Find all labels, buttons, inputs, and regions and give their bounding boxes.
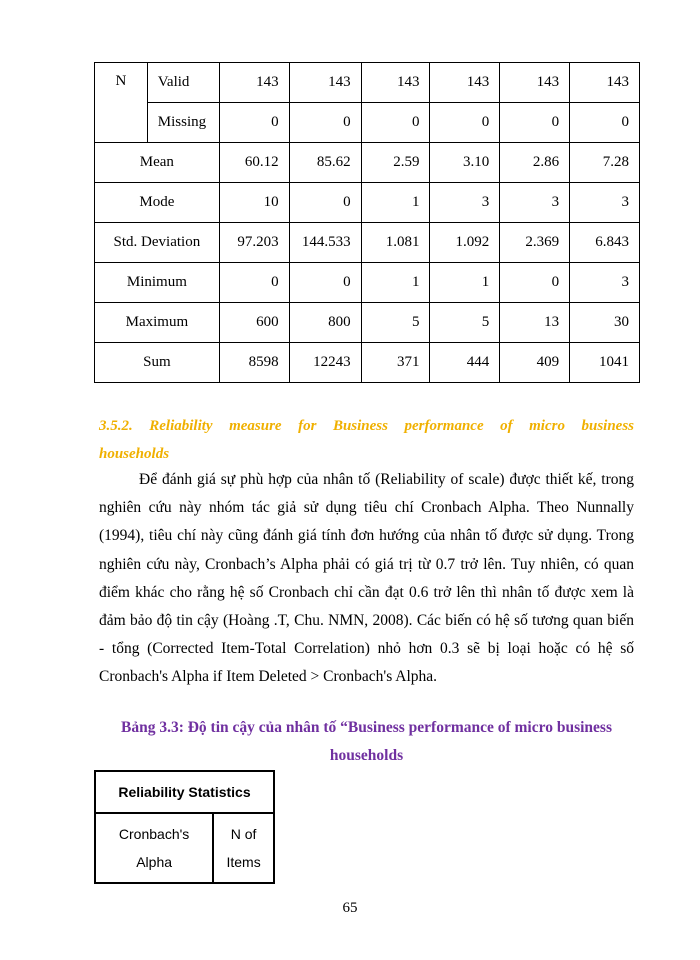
value-cell: 143 [430, 63, 500, 103]
value-cell: 1 [361, 183, 430, 223]
value-cell: 143 [570, 63, 640, 103]
value-cell: 1 [361, 263, 430, 303]
value-cell: 800 [289, 303, 361, 343]
cronbach-alpha-header-line1: Cronbach's [118, 826, 190, 842]
value-cell: 3 [570, 183, 640, 223]
table-row [95, 63, 640, 103]
n-label-cell: N [95, 63, 148, 143]
cronbach-alpha-header-line2: Alpha [136, 854, 173, 870]
descriptive-statistics-table [94, 62, 640, 383]
table-row [95, 223, 640, 263]
value-cell: 5 [361, 303, 430, 343]
row-label-cell: Minimum [95, 263, 220, 303]
value-cell: 1 [430, 263, 500, 303]
table-row [95, 143, 640, 183]
value-cell: 409 [500, 343, 570, 383]
value-cell: 0 [219, 263, 289, 303]
table-row [95, 183, 640, 223]
table-caption-line1: Bảng 3.3: Độ tin cậy của nhân tố “Business performance of micro business [120, 719, 612, 736]
table-caption [99, 714, 634, 770]
value-cell: 0 [430, 103, 500, 143]
row-label-cell: Valid [147, 63, 219, 103]
value-cell: 143 [361, 63, 430, 103]
n-of-items-header-line1: N of [230, 826, 257, 842]
value-cell: 0 [289, 263, 361, 303]
value-cell: 97.203 [219, 223, 289, 263]
value-cell: 0 [500, 263, 570, 303]
row-label-cell: Sum [95, 343, 220, 383]
value-cell: 0 [219, 103, 289, 143]
value-cell: 85.62 [289, 143, 361, 183]
value-cell: 0 [570, 103, 640, 143]
value-cell: 6.843 [570, 223, 640, 263]
reliability-statistics-table [94, 770, 275, 884]
table-row [95, 263, 640, 303]
value-cell: 3.10 [430, 143, 500, 183]
value-cell: 600 [219, 303, 289, 343]
value-cell: 60.12 [219, 143, 289, 183]
row-label-cell: Mean [95, 143, 220, 183]
row-label-cell: Std. Deviation [95, 223, 220, 263]
value-cell: 1.081 [361, 223, 430, 263]
value-cell: 0 [289, 183, 361, 223]
n-of-items-header [213, 813, 274, 883]
row-label-cell: Mode [95, 183, 220, 223]
value-cell: 1.092 [430, 223, 500, 263]
value-cell: 3 [430, 183, 500, 223]
value-cell: 143 [219, 63, 289, 103]
table-row [95, 103, 640, 143]
section-heading [99, 412, 634, 468]
value-cell: 7.28 [570, 143, 640, 183]
row-label-cell: Missing [147, 103, 219, 143]
value-cell: 2.59 [361, 143, 430, 183]
reliability-table-title: Reliability Statistics [95, 771, 274, 813]
value-cell: 3 [570, 263, 640, 303]
value-cell: 143 [289, 63, 361, 103]
value-cell: 1041 [570, 343, 640, 383]
value-cell: 2.369 [500, 223, 570, 263]
section-heading-line1: 3.5.2. Reliability measure for Business performance of micro business [99, 418, 634, 434]
value-cell: 8598 [219, 343, 289, 383]
value-cell: 144.533 [289, 223, 361, 263]
value-cell: 3 [500, 183, 570, 223]
value-cell: 10 [219, 183, 289, 223]
value-cell: 0 [500, 103, 570, 143]
body-paragraph [99, 466, 634, 692]
page-number: 65 [342, 900, 358, 916]
value-cell: 12243 [289, 343, 361, 383]
value-cell: 5 [430, 303, 500, 343]
value-cell: 371 [361, 343, 430, 383]
row-label-cell: Maximum [95, 303, 220, 343]
value-cell: 2.86 [500, 143, 570, 183]
table-caption-line2: households [329, 747, 404, 764]
section-heading-line2: households [99, 446, 170, 462]
table-row [95, 303, 640, 343]
value-cell: 30 [570, 303, 640, 343]
value-cell: 0 [361, 103, 430, 143]
n-of-items-header-line2: Items [226, 854, 261, 870]
value-cell: 444 [430, 343, 500, 383]
cronbach-alpha-header [95, 813, 213, 883]
body-paragraph-text: Để đánh giá sự phù hợp của nhân tố (Reliability of scale) được thiết kế, trong nghiên cứu này nhóm tác giả sử dụng tiêu chí Cronbach Alpha. Theo Nunnally (1994), tiêu chí này cũng đánh giá tính đơn hướng của nhân tố được sử dụng. Trong nghiên cứu này, Cronbach’s Alpha phải có giá trị từ 0.7 trở lên. Tuy nhiên, có quan điểm khác cho rằng hệ số Cronbach chỉ cần đạt 0.6 trở lên thì nhân tố được xem là đảm bảo độ tin cậy (Hoàng .T, Chu. NMN, 2008). Các biến có hệ số tương quan biến - tổng (Corrected Item-Total Correlation) nhỏ hơn 0.3 sẽ bị loại hoặc có hệ số Cronbach's Alpha if Item Deleted > Cronbach's Alpha. [99, 471, 634, 686]
value-cell: 13 [500, 303, 570, 343]
table-row [95, 343, 640, 383]
value-cell: 0 [289, 103, 361, 143]
value-cell: 143 [500, 63, 570, 103]
